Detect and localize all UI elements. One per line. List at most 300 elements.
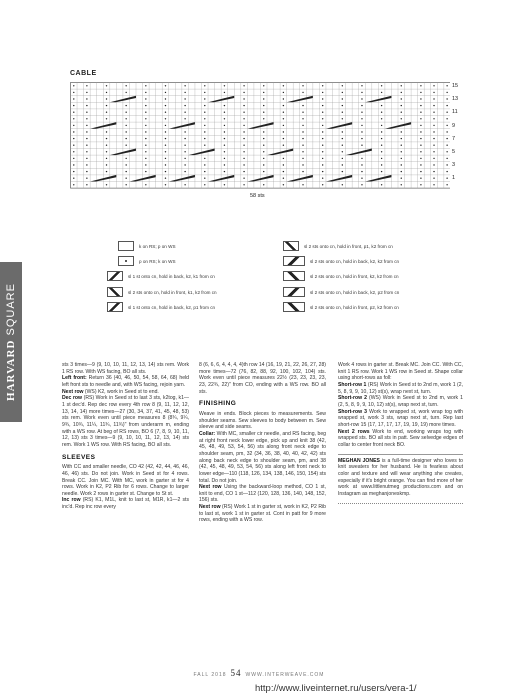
purl-dot: [204, 112, 205, 113]
purl-dot: [125, 85, 126, 86]
purl-dot: [125, 145, 126, 146]
purl-dot: [420, 138, 421, 139]
purl-dot: [381, 151, 382, 152]
legend-item: [107, 302, 215, 312]
purl-dot: [204, 178, 205, 179]
purl-dot: [86, 112, 87, 113]
legend-item: [283, 287, 399, 297]
purl-dot: [322, 92, 323, 93]
purl-dot: [243, 131, 244, 132]
purl-dot: [224, 164, 225, 165]
dotted-divider: [338, 503, 463, 504]
purl-dot: [204, 145, 205, 146]
purl-dot: [420, 105, 421, 106]
purl-dot: [401, 145, 402, 146]
purl-dot: [342, 158, 343, 159]
purl-dot: [342, 98, 343, 99]
purl-dot: [204, 131, 205, 132]
purl-dot: [283, 171, 284, 172]
purl-dot: [433, 85, 434, 86]
purl-dot: [361, 178, 362, 179]
purl-dot: [446, 178, 447, 179]
paragraph: 8 (6, 6, 6, 4, 4, 4, 4)th row 14 (16, 19, 21, 22, 26, 27, 28) more times—72 (76, 82, 88, 92, 100, 102, 104) sts. Work even until piece measures 22½ (23, 23, 23, 23, 23, 22¾, 22)" from CO, ending with a WS row. BO all sts.: [199, 362, 326, 395]
purl-dot: [342, 85, 343, 86]
purl-dot: [302, 164, 303, 165]
purl-dot: [86, 178, 87, 179]
purl-dot: [381, 131, 382, 132]
purl-dot: [243, 112, 244, 113]
purl-dot: [73, 131, 74, 132]
legend-symbol: [283, 287, 305, 297]
purl-dot: [86, 92, 87, 93]
purl-dot: [224, 125, 225, 126]
purl-dot: [184, 92, 185, 93]
purl-dot: [125, 164, 126, 165]
purl-dot: [283, 118, 284, 119]
purl-dot: [125, 158, 126, 159]
purl-dot: [125, 105, 126, 106]
purl-dot: [106, 164, 107, 165]
purl-dot: [433, 118, 434, 119]
purl-dot: [165, 118, 166, 119]
purl-dot: [420, 125, 421, 126]
purl-dot: [401, 171, 402, 172]
purl-dot: [322, 151, 323, 152]
legend-label: sl 2 sts onto cn, hold in back, k2, k2 from cn: [310, 258, 400, 264]
section-heading-sleeves: SLEEVES: [62, 453, 96, 461]
purl-dot: [224, 105, 225, 106]
purl-dot: [283, 125, 284, 126]
purl-dot: [184, 164, 185, 165]
purl-dot: [263, 184, 264, 185]
purl-dot: [302, 158, 303, 159]
purl-dot: [446, 112, 447, 113]
purl-dot: [263, 118, 264, 119]
purl-dot: [433, 145, 434, 146]
purl-dot: [420, 85, 421, 86]
purl-dot: [322, 164, 323, 165]
purl-dot: [125, 118, 126, 119]
purl-dot: [73, 85, 74, 86]
purl-dot: [204, 138, 205, 139]
purl-dot: [446, 171, 447, 172]
purl-dot: [420, 92, 421, 93]
purl-dot: [125, 112, 126, 113]
purl-dot: [361, 171, 362, 172]
legend-symbol: [118, 241, 134, 251]
text-column-1: sts 3 times—9 (9, 10, 10, 11, 12, 13, 14) sts rem. Work 1 RS row. With WS facing, BO all sts. Left front: Return 36 (40, 46, 50, 54, 58, 64, 68) held left front sts to needle and, with WS facing, rejoin yarn. Next row (WS) K2, work in Seed st to end. Dec row (RS) Work in Seed st to last 3 sts, k2tog, k1—1 st dec'd. Rep dec row every 4th row 8 (9, 11, 12, 12, 13, 14, 14) more times—27 (30, 34, 37, 41, 45, 48, 53) sts rem. Work even until piece measures 8 (8¾, 9¼, 9¾, 10¾, 11¼, 11¾, 11¾)" from underarm m, ending with a WS row. At beg of RS rows, BO 6 (7, 8, 9, 10, 11, 12, 13) sts 3 times—9 (9, 10, 10, 11, 12, 13, 14) sts rem. Work 1 WS row. With RS facing, BO all sts. SLEEVES With CC and smaller needle, CO 42 (42, 42, 44, 46, 46, 46, 46) sts. Do not join. Work in Seed st for 4 rows. Break CC. Join MC. With MC, work in garter st for 4 rows. Work in K2, P2 Rib for 6 rows. Change to larger needle. Work 2 rows in garter st. Change to St st. Inc row (RS) K1, M1L, knit to last st, M1R, k1—2 sts inc'd. Rep inc row every: [62, 362, 189, 511]
legend-item: [118, 241, 176, 251]
purl-dot: [446, 151, 447, 152]
purl-dot: [204, 98, 205, 99]
purl-dot: [381, 184, 382, 185]
purl-dot: [204, 171, 205, 172]
purl-dot: [420, 171, 421, 172]
purl-dot: [322, 112, 323, 113]
purl-dot: [302, 125, 303, 126]
purl-dot: [106, 145, 107, 146]
legend-label: sl 2 sts onto cn, hold in front, p2, k2 from cn: [310, 304, 399, 310]
purl-dot: [125, 171, 126, 172]
purl-dot: [401, 138, 402, 139]
purl-dot: [86, 171, 87, 172]
purl-dot: [204, 125, 205, 126]
purl-dot: [322, 145, 323, 146]
chart-row-number: 3: [452, 162, 456, 169]
purl-dot: [73, 171, 74, 172]
purl-dot: [145, 118, 146, 119]
purl-dot: [322, 131, 323, 132]
purl-dot: [224, 158, 225, 159]
purl-dot: [145, 138, 146, 139]
purl-dot: [204, 105, 205, 106]
purl-dot: [433, 151, 434, 152]
purl-dot: [106, 118, 107, 119]
purl-dot: [204, 118, 205, 119]
purl-dot: [302, 145, 303, 146]
purl-dot: [322, 118, 323, 119]
purl-dot: [381, 138, 382, 139]
purl-dot: [433, 98, 434, 99]
purl-dot: [420, 178, 421, 179]
legend-item: [283, 271, 399, 281]
purl-dot: [420, 112, 421, 113]
legend-label: sl 2 sts onto cn, hold in front, k1, k2 from cn: [128, 289, 217, 295]
purl-dot: [322, 171, 323, 172]
purl-dot: [165, 112, 166, 113]
page-footer: FALL 2018 54 WWW.INTERWEAVE.COM: [193, 668, 325, 678]
purl-dot: [433, 158, 434, 159]
purl-dot: [361, 92, 362, 93]
purl-dot: [263, 112, 264, 113]
chart-row-number: 11: [452, 109, 458, 116]
purl-dot: [73, 151, 74, 152]
purl-dot: [86, 131, 87, 132]
purl-dot: [145, 164, 146, 165]
purl-dot: [243, 158, 244, 159]
purl-dot: [86, 125, 87, 126]
purl-dot: [165, 151, 166, 152]
purl-dot: [204, 92, 205, 93]
purl-dot: [446, 105, 447, 106]
chart-row-number: 5: [452, 149, 456, 155]
side-tab-label: HARVARD SQUARE: [5, 283, 17, 401]
purl-dot: [401, 105, 402, 106]
purl-dot: [302, 112, 303, 113]
purl-dot: [342, 118, 343, 119]
purl-dot: [446, 184, 447, 185]
purl-dot: [165, 171, 166, 172]
purl-dot: [106, 105, 107, 106]
purl-dot: [433, 105, 434, 106]
purl-dot: [145, 151, 146, 152]
source-watermark: http://www.liveinternet.ru/users/vera-1/: [255, 683, 417, 694]
purl-dot: [243, 125, 244, 126]
purl-dot: [433, 171, 434, 172]
legend-symbol: [107, 302, 123, 312]
purl-dot: [283, 85, 284, 86]
purl-dot: [302, 85, 303, 86]
purl-dot: [446, 92, 447, 93]
purl-dot: [184, 145, 185, 146]
purl-dot: [401, 85, 402, 86]
purl-dot: [446, 98, 447, 99]
purl-dot: [342, 112, 343, 113]
purl-dot: [73, 125, 74, 126]
legend-symbol: [283, 302, 305, 312]
purl-dot: [361, 105, 362, 106]
purl-dot: [165, 105, 166, 106]
purl-dot: [302, 138, 303, 139]
purl-dot: [446, 85, 447, 86]
purl-dot: [433, 178, 434, 179]
legend-item: [107, 271, 215, 281]
purl-dot: [263, 98, 264, 99]
legend-label: sl 2 sts onto cn, hold in front, p1, k2 from cn: [304, 243, 393, 249]
purl-dot: [184, 131, 185, 132]
purl-dot: [165, 98, 166, 99]
purl-dot: [86, 151, 87, 152]
purl-dot: [446, 158, 447, 159]
purl-dot: [106, 85, 107, 86]
purl-dot: [224, 131, 225, 132]
purl-dot: [361, 98, 362, 99]
purl-dot: [401, 118, 402, 119]
purl-dot: [73, 92, 74, 93]
legend-item: [107, 287, 217, 297]
purl-dot: [73, 178, 74, 179]
chart-row-number: 9: [452, 122, 456, 129]
purl-dot: [263, 131, 264, 132]
purl-dot: [302, 105, 303, 106]
purl-dot: [73, 138, 74, 139]
purl-dot: [302, 171, 303, 172]
purl-dot: [145, 105, 146, 106]
purl-dot: [361, 125, 362, 126]
purl-dot: [322, 184, 323, 185]
purl-dot: [446, 164, 447, 165]
purl-dot: [243, 171, 244, 172]
paragraph: sts 3 times—9 (9, 10, 10, 11, 12, 13, 14) sts rem. Work 1 RS row. With WS facing, BO all sts.: [62, 362, 189, 375]
paragraph: With CC and smaller needle, CO 42 (42, 42, 44, 46, 46, 46, 46) sts. Do not join. Work in Seed st for 4 rows. Break CC. Join MC. With MC, work in garter st for 4 rows. Work in K2, P2 Rib for 6 rows. Change to larger needle. Work 2 rows in garter st. Change to St st.: [62, 464, 189, 497]
purl-dot: [184, 112, 185, 113]
legend-label: sl 2 sts onto cn, hold in back, k2, p2 from cn: [310, 289, 400, 295]
purl-dot: [283, 92, 284, 93]
purl-dot: [165, 158, 166, 159]
purl-dot: [263, 92, 264, 93]
purl-dot: [302, 151, 303, 152]
purl-dot: [125, 138, 126, 139]
purl-dot: [224, 171, 225, 172]
purl-dot: [165, 178, 166, 179]
purl-dot: [86, 184, 87, 185]
purl-dot: [106, 131, 107, 132]
purl-dot: [106, 92, 107, 93]
purl-dot: [145, 98, 146, 99]
purl-dot: [420, 98, 421, 99]
purl-dot: [302, 92, 303, 93]
purl-dot: [322, 178, 323, 179]
purl-dot: [145, 85, 146, 86]
legend-item: [283, 256, 399, 266]
purl-dot: [342, 145, 343, 146]
purl-dot: [420, 164, 421, 165]
purl-dot: [401, 184, 402, 185]
legend-label: k on RS; p on WS: [139, 243, 176, 249]
purl-dot: [224, 145, 225, 146]
purl-dot: [86, 118, 87, 119]
purl-dot: [204, 184, 205, 185]
chart-row-number: 15: [452, 83, 459, 89]
purl-dot: [283, 158, 284, 159]
purl-dot: [433, 92, 434, 93]
legend-label: p on RS; k on WS: [139, 258, 176, 264]
purl-dot: [243, 164, 244, 165]
purl-dot: [420, 145, 421, 146]
purl-dot: [381, 118, 382, 119]
purl-dot: [243, 138, 244, 139]
purl-dot: [401, 158, 402, 159]
purl-dot: [361, 145, 362, 146]
purl-dot: [420, 118, 421, 119]
purl-dot: [283, 112, 284, 113]
purl-dot: [420, 184, 421, 185]
purl-dot: [106, 138, 107, 139]
purl-dot: [342, 164, 343, 165]
purl-dot: [86, 145, 87, 146]
purl-dot: [401, 131, 402, 132]
purl-dot: [86, 138, 87, 139]
purl-dot: [106, 184, 107, 185]
purl-dot: [283, 131, 284, 132]
purl-dot: [322, 105, 323, 106]
purl-dot: [184, 158, 185, 159]
purl-dot: [381, 171, 382, 172]
purl-dot: [184, 118, 185, 119]
purl-dot: [165, 138, 166, 139]
stitch-count-label: 58 sts: [250, 193, 265, 199]
page-number: 54: [230, 668, 242, 678]
designer-bio: MEGHAN JONES is a full-time designer who loves to knit sweaters for her husband. He is fearless about color and texture and will wear anything she creates, especially if it's bright orange. You can find more of her work at www.littlenutmeg productions.com and on Instagram as meghanjoneskmp.: [338, 454, 463, 498]
purl-dot: [145, 171, 146, 172]
purl-dot: [361, 158, 362, 159]
legend-symbol: [283, 256, 305, 266]
legend-symbol: [107, 271, 123, 281]
purl-dot: [224, 118, 225, 119]
purl-dot: [433, 138, 434, 139]
purl-dot: [204, 164, 205, 165]
purl-dot: [224, 112, 225, 113]
purl-dot: [283, 145, 284, 146]
purl-dot: [243, 151, 244, 152]
purl-dot: [224, 184, 225, 185]
purl-dot: [381, 105, 382, 106]
purl-dot: [73, 105, 74, 106]
text-column-2: 8 (6, 6, 6, 4, 4, 4, 4)th row 14 (16, 19, 21, 22, 26, 27, 28) more times—72 (76, 82, 88, 92, 100, 102, 104) sts. Work even until piece measures 22½ (23, 23, 23, 23, 23, 22¾, 22)" from CO, ending with a WS row. BO all sts. FINISHING Weave in ends. Block pieces to measurements. Sew shoulder seams. Sew sleeves to body between m. Sew sleeve and side seams. Collar: With MC, smaller cir needle, and RS facing, beg at right front neck lower edge, pick up and knit 38 (42, 45, 48, 49, 53, 54, 56) sts along front neck edge to shoulder seam, pm, 32 (34, 36, 38, 40, 40, 42, 42) sts along back neck edge to shoulder seam, pm, and 38 (42, 45, 48, 49, 53, 54, 56) sts along left front neck to lower edge—110 (118, 126, 134, 138, 146, 150, 154) sts total. Do not join. Next row Using the backward-loop method, CO 1 st, knit to end, CO 1 st—112 (120, 128, 136, 140, 148, 152, 156) sts. Next row (RS) Work 1 st in garter st, work in K2, P2 Rib to last st, work 1 st in garter st. Cont in patt for 9 more rows, ending with a WS row.: [199, 362, 326, 524]
purl-dot: [381, 158, 382, 159]
purl-dot: [263, 171, 264, 172]
purl-dot: [322, 158, 323, 159]
purl-dot: [165, 145, 166, 146]
purl-dot: [125, 184, 126, 185]
purl-dot: [243, 145, 244, 146]
purl-dot: [86, 98, 87, 99]
purl-dot: [283, 105, 284, 106]
purl-dot: [184, 105, 185, 106]
purl-dot: [420, 131, 421, 132]
purl-dot: [224, 85, 225, 86]
purl-dot: [125, 178, 126, 179]
purl-dot: [184, 151, 185, 152]
purl-dot: [73, 184, 74, 185]
purl-dot: [224, 92, 225, 93]
purl-dot: [106, 112, 107, 113]
purl-dot: [73, 164, 74, 165]
purl-dot: [361, 118, 362, 119]
purl-dot: [73, 98, 74, 99]
purl-dot: [145, 125, 146, 126]
purl-dot: [243, 184, 244, 185]
purl-dot: [361, 164, 362, 165]
purl-dot: [361, 131, 362, 132]
purl-dot: [361, 138, 362, 139]
purl-dot: [433, 112, 434, 113]
chart-row-number: 13: [452, 96, 459, 103]
purl-dot: [381, 85, 382, 86]
purl-dot: [401, 98, 402, 99]
chart-row-number: 1: [452, 175, 456, 182]
purl-dot: [125, 131, 126, 132]
legend-symbol: [107, 287, 123, 297]
purl-dot: [243, 92, 244, 93]
purl-dot: [243, 178, 244, 179]
purl-dot: [322, 125, 323, 126]
purl-dot: [263, 85, 264, 86]
purl-dot: [263, 164, 264, 165]
purl-dot: [433, 184, 434, 185]
legend-symbol: [118, 256, 134, 266]
cable-chart: [70, 82, 450, 192]
purl-dot: [86, 164, 87, 165]
purl-dot: [165, 125, 166, 126]
purl-dot: [73, 145, 74, 146]
purl-dot: [224, 138, 225, 139]
text-column-3: Work 4 rows in garter st. Break MC. Join CC. With CC, knit 1 RS row. Work 1 WS row in Seed st. Shape collar using short-rows as foll: Short-row 1 (RS) Work in Seed st to 2nd m, work 1 (2, 5, 8, 9, 9, 10, 12) st(s), wrap next st, turn. Short-row 2 (WS) Work in Seed st to 2nd m, work 1 (2, 5, 8, 9, 9, 10, 12) st(s), wrap next st, turn. Short-row 3 Work to wrapped st, work wrap tog with wrapped st, work 3 sts, wrap next st, turn. Rep last short-row 15 (17, 17, 17, 17, 19, 19, 19) more times. Next 2 rows Work to end, working wraps tog with wrapped sts. BO all sts in patt. Sew selvedge edges of collar to center front neck BO. MEGHAN JONES is a full-time designer who loves to knit sweaters for her husband. He is fearless about color and texture and will wear anything she creates, especially if it's bright orange. You can find more of her work at www.littlenutmeg productions.com and on Instagram as meghanjoneskmp.: [338, 362, 463, 504]
purl-dot: [243, 118, 244, 119]
purl-dot: [302, 131, 303, 132]
purl-dot: [125, 92, 126, 93]
purl-dot: [283, 164, 284, 165]
paragraph: Weave in ends. Block pieces to measurements. Sew shoulder seams. Sew sleeves to body between m. Sew sleeve and side seams.: [199, 410, 326, 431]
purl-dot: [243, 85, 244, 86]
purl-dot: [342, 171, 343, 172]
purl-dot: [224, 151, 225, 152]
purl-dot: [165, 164, 166, 165]
section-heading-finishing: FINISHING: [199, 400, 237, 408]
purl-dot: [381, 164, 382, 165]
purl-dot: [106, 98, 107, 99]
legend-item: [283, 241, 393, 251]
purl-dot: [145, 145, 146, 146]
purl-dot: [433, 125, 434, 126]
purl-dot: [433, 131, 434, 132]
purl-dot: [165, 85, 166, 86]
purl-dot: [381, 92, 382, 93]
purl-dot: [145, 131, 146, 132]
purl-dot: [381, 125, 382, 126]
purl-dot: [401, 151, 402, 152]
purl-dot: [86, 85, 87, 86]
